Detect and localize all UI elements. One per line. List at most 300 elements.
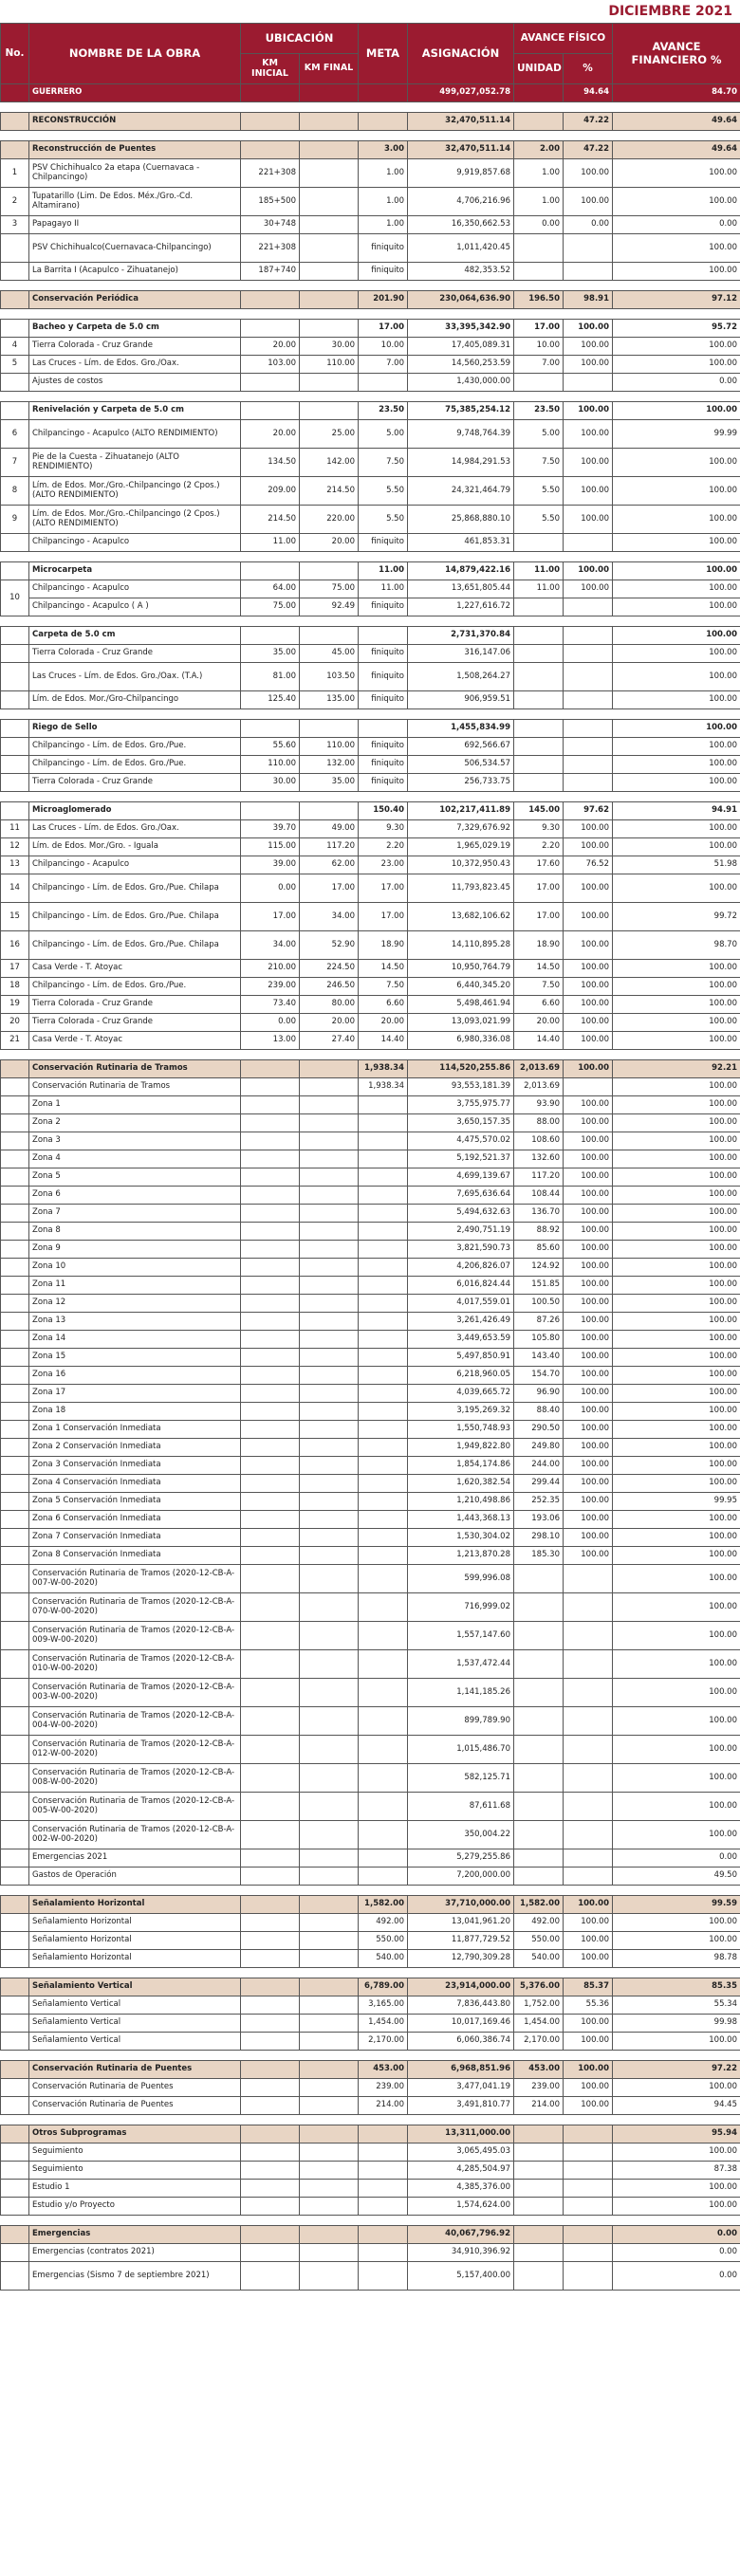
cell-unidad: 1,752.00: [514, 1996, 564, 2015]
table-header: [1, 24, 740, 84]
cell-meta: [359, 1764, 408, 1793]
cell-no: [1, 1511, 29, 1529]
spacer-cell: [1, 709, 740, 720]
cell-km-final: 110.00: [300, 356, 359, 374]
table-row: [1, 1132, 740, 1150]
cell-pct: [564, 2144, 613, 2162]
cell-km-final: [300, 2033, 359, 2051]
subsection-row: [1, 720, 740, 738]
cell-obra: Zona 8: [29, 1223, 241, 1241]
cell-no: [1, 2180, 29, 2198]
cell-obra: Zona 1 Conservación Inmediata: [29, 1421, 241, 1439]
cell-pct: 100.00: [564, 2097, 613, 2115]
cell-km-inicial: [241, 1187, 300, 1205]
cell-obra: Microcarpeta: [29, 562, 241, 580]
cell-km-final: 80.00: [300, 996, 359, 1014]
cell-avance-financiero: 100.00: [613, 477, 740, 506]
cell-km-final: [300, 1421, 359, 1439]
cell-km-final: [300, 84, 359, 102]
cell-km-final: 27.40: [300, 1032, 359, 1050]
cell-meta: [359, 1150, 408, 1168]
table-row: [1, 1032, 740, 1050]
cell-no: [1, 1078, 29, 1096]
cell-no: [1, 1223, 29, 1241]
cell-asignacion: 4,475,570.02: [408, 1132, 514, 1150]
cell-asignacion: 1,210,498.86: [408, 1493, 514, 1511]
cell-pct: [564, 1679, 613, 1707]
table-row: [1, 2162, 740, 2180]
cell-asignacion: 37,710,000.00: [408, 1896, 514, 1914]
cell-avance-financiero: 94.45: [613, 2097, 740, 2115]
cell-km-final: [300, 1187, 359, 1205]
cell-obra: Zona 7: [29, 1205, 241, 1223]
cell-asignacion: 12,790,309.28: [408, 1950, 514, 1968]
cell-obra: Conservación Rutinaria de Tramos (2020-12-CB-A-004-W-00-2020): [29, 1707, 241, 1736]
cell-obra: Zona 15: [29, 1349, 241, 1367]
cell-km-inicial: [241, 1650, 300, 1679]
cell-obra: Las Cruces - Lím. de Edos. Gro./Oax. (T.A.): [29, 663, 241, 691]
cell-km-final: [300, 1978, 359, 1996]
col-pct: %: [564, 54, 613, 84]
cell-km-final: [300, 1914, 359, 1932]
section-row: [1, 291, 740, 309]
cell-pct: 100.00: [564, 1277, 613, 1295]
cell-km-final: [300, 291, 359, 309]
cell-km-final: [300, 141, 359, 159]
cell-meta: [359, 1385, 408, 1403]
cell-unidad: 298.10: [514, 1529, 564, 1547]
cell-km-inicial: 81.00: [241, 663, 300, 691]
cell-meta: [359, 1707, 408, 1736]
cell-obra: Conservación Rutinaria de Tramos (2020-12-CB-A-005-W-00-2020): [29, 1793, 241, 1821]
table-row: [1, 234, 740, 263]
spacer-row: [1, 309, 740, 320]
cell-asignacion: 6,968,851.96: [408, 2061, 514, 2079]
cell-avance-financiero: 0.00: [613, 2262, 740, 2291]
cell-unidad: 290.50: [514, 1421, 564, 1439]
cell-pct: [564, 2226, 613, 2244]
table-row: [1, 1593, 740, 1622]
cell-meta: [359, 1331, 408, 1349]
table-row: [1, 1736, 740, 1764]
cell-no: [1, 627, 29, 645]
cell-avance-financiero: 100.00: [613, 1367, 740, 1385]
cell-obra: Zona 5 Conservación Inmediata: [29, 1493, 241, 1511]
table-row: [1, 838, 740, 856]
cell-no: [1, 1821, 29, 1849]
cell-no: 16: [1, 931, 29, 960]
cell-avance-financiero: 100.00: [613, 1565, 740, 1593]
cell-obra: Zona 6: [29, 1187, 241, 1205]
cell-km-inicial: [241, 1259, 300, 1277]
cell-meta: [359, 1547, 408, 1565]
cell-obra: Chilpancingo - Lím. de Edos. Gro./Pue.: [29, 756, 241, 774]
cell-km-final: 52.90: [300, 931, 359, 960]
cell-asignacion: 13,093,021.99: [408, 1014, 514, 1032]
cell-pct: 100.00: [564, 1313, 613, 1331]
cell-pct: 100.00: [564, 1385, 613, 1403]
cell-km-inicial: 55.60: [241, 738, 300, 756]
cell-avance-financiero: 100.00: [613, 2033, 740, 2051]
cell-km-inicial: 221+308: [241, 234, 300, 263]
cell-no: 21: [1, 1032, 29, 1050]
cell-meta: [359, 2262, 408, 2291]
cell-asignacion: 692,566.67: [408, 738, 514, 756]
table-row: [1, 1764, 740, 1793]
table-row: [1, 856, 740, 874]
table-row: [1, 1150, 740, 1168]
cell-km-final: [300, 216, 359, 234]
cell-km-final: [300, 1439, 359, 1457]
table-row: [1, 1565, 740, 1593]
cell-no: 14: [1, 874, 29, 903]
cell-unidad: 1.00: [514, 159, 564, 188]
subsection-row: [1, 627, 740, 645]
cell-km-final: [300, 1132, 359, 1150]
cell-unidad: 88.92: [514, 1223, 564, 1241]
cell-obra: Conservación Rutinaria de Puentes: [29, 2079, 241, 2097]
cell-asignacion: 11,793,823.45: [408, 874, 514, 903]
subsection-row: [1, 802, 740, 820]
cell-no: 4: [1, 338, 29, 356]
cell-km-inicial: [241, 1078, 300, 1096]
cell-unidad: [514, 720, 564, 738]
cell-avance-financiero: 100.00: [613, 1421, 740, 1439]
cell-km-inicial: [241, 1950, 300, 1968]
cell-obra: Carpeta de 5.0 cm: [29, 627, 241, 645]
cell-pct: 94.64: [564, 84, 613, 102]
cell-meta: [359, 1736, 408, 1764]
cell-pct: 100.00: [564, 1223, 613, 1241]
cell-pct: [564, 2198, 613, 2216]
cell-avance-financiero: 0.00: [613, 216, 740, 234]
cell-no: [1, 720, 29, 738]
cell-no: [1, 1996, 29, 2015]
cell-km-final: [300, 1259, 359, 1277]
cell-km-final: [300, 1277, 359, 1295]
table-row: [1, 1114, 740, 1132]
cell-unidad: 11.00: [514, 562, 564, 580]
cell-unidad: [514, 263, 564, 281]
cell-km-final: [300, 1078, 359, 1096]
cell-pct: 100.00: [564, 356, 613, 374]
cell-pct: 100.00: [564, 1168, 613, 1187]
col-km-final: KM FINAL: [300, 54, 359, 84]
cell-km-final: 110.00: [300, 738, 359, 756]
cell-avance-financiero: 100.00: [613, 2144, 740, 2162]
cell-unidad: [514, 691, 564, 709]
cell-obra: Chilpancingo - Acapulco (ALTO RENDIMIENTO): [29, 420, 241, 449]
cell-asignacion: 13,041,961.20: [408, 1914, 514, 1932]
cell-obra: Conservación Rutinaria de Tramos (2020-12-CB-A-002-W-00-2020): [29, 1821, 241, 1849]
cell-km-final: 135.00: [300, 691, 359, 709]
spacer-cell: [1, 2115, 740, 2125]
cell-unidad: [514, 774, 564, 792]
cell-meta: 150.40: [359, 802, 408, 820]
cell-avance-financiero: 100.00: [613, 1313, 740, 1331]
cell-km-final: [300, 1060, 359, 1078]
cell-unidad: [514, 1736, 564, 1764]
cell-meta: [359, 1622, 408, 1650]
table-body: [1, 84, 740, 2291]
cell-km-inicial: [241, 1493, 300, 1511]
cell-avance-financiero: 98.78: [613, 1950, 740, 1968]
cell-no: [1, 1736, 29, 1764]
cell-avance-financiero: 100.00: [613, 756, 740, 774]
cell-asignacion: 1,965,029.19: [408, 838, 514, 856]
cell-no: [1, 113, 29, 131]
cell-asignacion: 1,949,822.80: [408, 1439, 514, 1457]
cell-avance-financiero: 100.00: [613, 1114, 740, 1132]
cell-km-final: [300, 2244, 359, 2262]
cell-km-inicial: 64.00: [241, 580, 300, 598]
spacer-row: [1, 131, 740, 141]
cell-avance-financiero: 100.00: [613, 598, 740, 616]
cell-km-inicial: 110.00: [241, 756, 300, 774]
cell-no: [1, 1060, 29, 1078]
cell-km-inicial: 185+500: [241, 188, 300, 216]
cell-unidad: [514, 1707, 564, 1736]
cell-asignacion: 93,553,181.39: [408, 1078, 514, 1096]
cell-pct: 100.00: [564, 1950, 613, 1968]
cell-meta: [359, 1511, 408, 1529]
cell-obra: Chilpancingo - Lím. de Edos. Gro./Pue. Chilapa: [29, 931, 241, 960]
table-row: [1, 1259, 740, 1277]
cell-pct: 100.00: [564, 2015, 613, 2033]
cell-avance-financiero: 100.00: [613, 1385, 740, 1403]
cell-avance-financiero: 100.00: [613, 838, 740, 856]
cell-km-inicial: [241, 1764, 300, 1793]
cell-no: [1, 1150, 29, 1168]
col-km-inicial: KM INICIAL: [241, 54, 300, 84]
cell-unidad: 1,454.00: [514, 2015, 564, 2033]
cell-pct: 100.00: [564, 402, 613, 420]
cell-km-final: 62.00: [300, 856, 359, 874]
cell-km-inicial: [241, 2079, 300, 2097]
cell-km-inicial: [241, 1457, 300, 1475]
cell-unidad: 249.80: [514, 1439, 564, 1457]
cell-km-inicial: 35.00: [241, 645, 300, 663]
cell-obra: Zona 4 Conservación Inmediata: [29, 1475, 241, 1493]
cell-obra: Zona 5: [29, 1168, 241, 1187]
cell-meta: [359, 1679, 408, 1707]
table-row: [1, 580, 740, 598]
cell-no: [1, 1277, 29, 1295]
cell-pct: [564, 2262, 613, 2291]
cell-asignacion: 350,004.22: [408, 1821, 514, 1849]
cell-obra: Conservación Rutinaria de Tramos (2020-12-CB-A-010-W-00-2020): [29, 1650, 241, 1679]
table-row: [1, 2262, 740, 2291]
cell-obra: Conservación Rutinaria de Tramos (2020-12-CB-A-012-W-00-2020): [29, 1736, 241, 1764]
cell-km-inicial: 187+740: [241, 263, 300, 281]
cell-km-final: 75.00: [300, 580, 359, 598]
spacer-cell: [1, 616, 740, 627]
cell-obra: Estudio 1: [29, 2180, 241, 2198]
cell-asignacion: 87,611.68: [408, 1793, 514, 1821]
cell-km-inicial: [241, 1385, 300, 1403]
cell-km-inicial: [241, 374, 300, 392]
cell-unidad: [514, 1679, 564, 1707]
cell-avance-financiero: 100.00: [613, 1764, 740, 1793]
cell-meta: [359, 2144, 408, 2162]
cell-obra: Señalamiento Horizontal: [29, 1896, 241, 1914]
cell-km-inicial: [241, 562, 300, 580]
cell-no: [1, 1313, 29, 1331]
cell-no: [1, 84, 29, 102]
cell-avance-financiero: 0.00: [613, 2226, 740, 2244]
cell-asignacion: 114,520,255.86: [408, 1060, 514, 1078]
cell-unidad: 453.00: [514, 2061, 564, 2079]
cell-asignacion: 14,879,422.16: [408, 562, 514, 580]
cell-obra: Tierra Colorada - Cruz Grande: [29, 996, 241, 1014]
cell-unidad: 299.44: [514, 1475, 564, 1493]
cell-meta: [359, 2226, 408, 2244]
cell-asignacion: 10,950,764.79: [408, 960, 514, 978]
cell-km-final: 49.00: [300, 820, 359, 838]
cell-km-inicial: 134.50: [241, 449, 300, 477]
cell-obra: Zona 13: [29, 1313, 241, 1331]
cell-no: [1, 1205, 29, 1223]
cell-asignacion: 3,449,653.59: [408, 1331, 514, 1349]
section-row: [1, 141, 740, 159]
table-row: [1, 1622, 740, 1650]
cell-pct: [564, 774, 613, 792]
table-row: [1, 774, 740, 792]
cell-avance-financiero: 99.99: [613, 420, 740, 449]
cell-asignacion: 4,017,559.01: [408, 1295, 514, 1313]
cell-no: [1, 756, 29, 774]
cell-meta: [359, 113, 408, 131]
cell-unidad: [514, 113, 564, 131]
cell-km-inicial: [241, 1849, 300, 1868]
cell-unidad: 136.70: [514, 1205, 564, 1223]
cell-meta: 5.50: [359, 506, 408, 534]
cell-obra: Zona 2: [29, 1114, 241, 1132]
table-row: [1, 1511, 740, 1529]
spacer-cell: [1, 392, 740, 402]
cell-meta: [359, 1367, 408, 1385]
cell-avance-financiero: 100.00: [613, 720, 740, 738]
cell-no: [1, 691, 29, 709]
cell-km-inicial: [241, 1421, 300, 1439]
cell-unidad: [514, 2125, 564, 2144]
table-row: [1, 1996, 740, 2015]
cell-no: [1, 645, 29, 663]
col-ubicacion: UBICACIÓN: [241, 24, 359, 54]
table-row: [1, 960, 740, 978]
cell-no: [1, 1168, 29, 1187]
table-row: [1, 1793, 740, 1821]
cell-meta: [359, 1096, 408, 1114]
cell-pct: 100.00: [564, 874, 613, 903]
cell-no: 11: [1, 820, 29, 838]
cell-km-final: [300, 1793, 359, 1821]
table-row: [1, 691, 740, 709]
cell-meta: finiquito: [359, 663, 408, 691]
cell-avance-financiero: 100.00: [613, 1349, 740, 1367]
cell-km-final: [300, 1457, 359, 1475]
cell-obra: Chilpancingo - Lím. de Edos. Gro./Pue.: [29, 978, 241, 996]
cell-unidad: [514, 534, 564, 552]
table-row: [1, 903, 740, 931]
cell-asignacion: 7,695,636.64: [408, 1187, 514, 1205]
cell-meta: [359, 1241, 408, 1259]
table-row: [1, 1385, 740, 1403]
table-row: [1, 1707, 740, 1736]
cell-km-final: [300, 1511, 359, 1529]
cell-avance-financiero: 97.12: [613, 291, 740, 309]
cell-km-inicial: 13.00: [241, 1032, 300, 1050]
cell-asignacion: 11,877,729.52: [408, 1932, 514, 1950]
table-row: [1, 1547, 740, 1565]
cell-km-final: [300, 1096, 359, 1114]
cell-no: [1, 1349, 29, 1367]
cell-km-final: [300, 320, 359, 338]
table-row: [1, 356, 740, 374]
cell-asignacion: 1,227,616.72: [408, 598, 514, 616]
cell-obra: Conservación Rutinaria de Puentes: [29, 2097, 241, 2115]
cell-avance-financiero: 100.00: [613, 1439, 740, 1457]
cell-meta: [359, 1793, 408, 1821]
cell-km-final: [300, 2015, 359, 2033]
table-row: [1, 506, 740, 534]
cell-km-inicial: [241, 1511, 300, 1529]
section-row: [1, 2125, 740, 2144]
cell-obra: Chilpancingo - Lím. de Edos. Gro./Pue. Chilapa: [29, 903, 241, 931]
spacer-cell: [1, 2051, 740, 2061]
report-date: DICIEMBRE 2021: [608, 4, 732, 19]
cell-avance-financiero: 100.00: [613, 188, 740, 216]
cell-obra: Zona 12: [29, 1295, 241, 1313]
cell-pct: [564, 756, 613, 774]
cell-asignacion: 33,395,342.90: [408, 320, 514, 338]
spacer-cell: [1, 792, 740, 802]
cell-no: [1, 1187, 29, 1205]
cell-asignacion: 461,853.31: [408, 534, 514, 552]
cell-obra: Zona 2 Conservación Inmediata: [29, 1439, 241, 1457]
cell-unidad: [514, 2244, 564, 2262]
col-avance-financiero: AVANCE FINANCIERO %: [613, 24, 740, 84]
cell-avance-financiero: 92.21: [613, 1060, 740, 1078]
cell-asignacion: 1,537,472.44: [408, 1650, 514, 1679]
cell-unidad: 117.20: [514, 1168, 564, 1187]
cell-km-inicial: [241, 1132, 300, 1150]
cell-obra: Conservación Rutinaria de Tramos (2020-12-CB-A-007-W-00-2020): [29, 1565, 241, 1593]
state-total-row: [1, 84, 740, 102]
cell-avance-financiero: 49.64: [613, 113, 740, 131]
cell-km-final: [300, 234, 359, 263]
spacer-cell: [1, 2216, 740, 2226]
cell-km-final: [300, 1150, 359, 1168]
cell-km-inicial: [241, 1707, 300, 1736]
cell-obra: Pie de la Cuesta - Zihuatanejo (ALTO RENDIMIENTO): [29, 449, 241, 477]
cell-km-final: 20.00: [300, 1014, 359, 1032]
cell-meta: [359, 1868, 408, 1886]
cell-km-inicial: 39.00: [241, 856, 300, 874]
cell-asignacion: 6,016,824.44: [408, 1277, 514, 1295]
cell-meta: [359, 1421, 408, 1439]
cell-km-inicial: [241, 2061, 300, 2079]
cell-asignacion: 4,385,376.00: [408, 2180, 514, 2198]
cell-km-inicial: [241, 1403, 300, 1421]
cell-no: [1, 1650, 29, 1679]
cell-asignacion: 5,157,400.00: [408, 2262, 514, 2291]
cell-km-final: [300, 2125, 359, 2144]
cell-obra: Tupatarillo (Lim. De Edos. Méx./Gro.-Cd. Altamirano): [29, 188, 241, 216]
cell-obra: Gastos de Operación: [29, 1868, 241, 1886]
cell-obra: Ajustes de costos: [29, 374, 241, 392]
table-row: [1, 449, 740, 477]
